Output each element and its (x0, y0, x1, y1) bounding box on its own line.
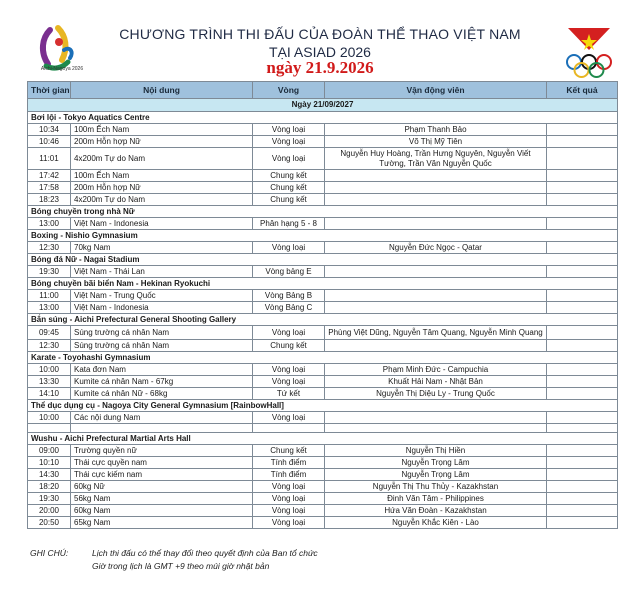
venue-label: Bắn súng - Aichi Prefectural General Shooting Gallery (28, 314, 618, 326)
result-cell (547, 170, 618, 182)
spacer-cell (71, 424, 253, 433)
result-cell (547, 457, 618, 469)
time-cell: 17:42 (28, 170, 71, 182)
time-cell: 13:00 (28, 302, 71, 314)
result-cell (547, 218, 618, 230)
athletes-cell: Khuất Hải Nam - Nhật Bản (325, 376, 547, 388)
round-cell: Chung kết (253, 170, 325, 182)
day-label: Ngày 21/09/2027 (28, 99, 618, 112)
venue-label: Boxing - Nishio Gymnasium (28, 230, 618, 242)
table-header-row (28, 82, 618, 99)
round-cell: Tính điểm (253, 457, 325, 469)
athletes-cell (325, 302, 547, 314)
round-cell: Chung kết (253, 182, 325, 194)
result-cell (547, 242, 618, 254)
table-row (28, 170, 618, 182)
column-header-time: Thời gian (28, 82, 71, 99)
venue-row (28, 112, 618, 124)
page-title: CHƯƠNG TRÌNH THI ĐẤU CỦA ĐOÀN THỂ THAO VIỆT NAM (119, 26, 521, 42)
event-cell: 100m Ếch Nam (71, 170, 253, 182)
event-cell: Việt Nam - Trung Quốc (71, 290, 253, 302)
venue-label: Wushu - Aichi Prefectural Martial Arts Hall (28, 433, 618, 445)
venue-label: Bóng chuyền bãi biển Nam - Hekinan Ryokuchi (28, 278, 618, 290)
notes-line-2: Giờ trong lịch là GMT +9 theo múi giờ nhật bản (92, 561, 270, 571)
venue-row (28, 206, 618, 218)
result-cell (547, 517, 618, 529)
time-cell: 12:30 (28, 340, 71, 352)
time-cell: 10:00 (28, 412, 71, 424)
emblem-caption: Aichi-Nagoya 2026 (40, 66, 84, 72)
result-cell (547, 194, 618, 206)
time-cell: 10:46 (28, 136, 71, 148)
result-cell (547, 412, 618, 424)
result-cell (547, 326, 618, 340)
venue-label: Bóng đá Nữ - Nagai Stadium (28, 254, 618, 266)
athletes-cell: Hứa Văn Đoàn - Kazakhstan (325, 505, 547, 517)
notes-label: GHI CHÚ: (30, 548, 69, 558)
table-row (28, 326, 618, 340)
table-row (28, 218, 618, 230)
round-cell: Chung kết (253, 194, 325, 206)
table-row (28, 493, 618, 505)
athletes-cell (325, 182, 547, 194)
event-cell: 4x200m Tự do Nam (71, 194, 253, 206)
event-cell: 4x200m Tự do Nam (71, 148, 253, 170)
spacer-cell (547, 424, 618, 433)
athletes-cell: Nguyễn Khắc Kiên - Lào (325, 517, 547, 529)
venue-row (28, 230, 618, 242)
round-cell: Vòng loại (253, 148, 325, 170)
athletes-cell: Nguyễn Thị Diệu Ly - Trung Quốc (325, 388, 547, 400)
athletes-cell: Phạm Thanh Bảo (325, 124, 547, 136)
round-cell: Vòng Bảng B (253, 290, 325, 302)
round-cell: Vòng loại (253, 481, 325, 493)
round-cell: Vòng loại (253, 505, 325, 517)
event-cell: 65kg Nam (71, 517, 253, 529)
time-cell: 19:30 (28, 493, 71, 505)
column-header-result: Kết quả (547, 82, 618, 99)
schedule-table (27, 81, 618, 529)
athletes-cell: Nguyễn Trọng Lâm (325, 469, 547, 481)
venue-row (28, 433, 618, 445)
time-cell: 09:00 (28, 445, 71, 457)
spacer-cell (28, 424, 71, 433)
athletes-cell (325, 170, 547, 182)
page-header (0, 0, 640, 82)
day-row (28, 99, 618, 112)
athletes-cell: Nguyễn Đức Ngọc - Qatar (325, 242, 547, 254)
time-cell: 12:30 (28, 242, 71, 254)
result-cell (547, 364, 618, 376)
time-cell: 14:10 (28, 388, 71, 400)
time-cell: 13:30 (28, 376, 71, 388)
column-header-round: Vòng (253, 82, 325, 99)
event-cell: Kumite cá nhân Nữ - 68kg (71, 388, 253, 400)
event-cell: Việt Nam - Indonesia (71, 218, 253, 230)
result-cell (547, 469, 618, 481)
table-row (28, 364, 618, 376)
event-cell: Thái cực kiếm nam (71, 469, 253, 481)
time-cell: 17:58 (28, 182, 71, 194)
round-cell: Phân hạng 5 - 8 (253, 218, 325, 230)
result-cell (547, 388, 618, 400)
table-row (28, 136, 618, 148)
time-cell: 14:30 (28, 469, 71, 481)
table-row (28, 457, 618, 469)
athletes-cell: Nguyễn Huy Hoàng, Trần Hưng Nguyên, Nguyễn Viết Tường, Trần Văn Nguyễn Quốc (325, 148, 547, 170)
result-cell (547, 136, 618, 148)
result-cell (547, 481, 618, 493)
venue-label: Bóng chuyền trong nhà Nữ (28, 206, 618, 218)
event-cell: 100m Ếch Nam (71, 124, 253, 136)
result-cell (547, 266, 618, 278)
table-row (28, 469, 618, 481)
round-cell: Chung kết (253, 340, 325, 352)
result-cell (547, 148, 618, 170)
event-cell: Thái cực quyền nam (71, 457, 253, 469)
table-row (28, 517, 618, 529)
round-cell: Vòng loại (253, 493, 325, 505)
round-cell: Chung kết (253, 445, 325, 457)
event-cell: Việt Nam - Thái Lan (71, 266, 253, 278)
event-cell: 60kg Nữ (71, 481, 253, 493)
athletes-cell (325, 412, 547, 424)
time-cell: 13:00 (28, 218, 71, 230)
table-row (28, 302, 618, 314)
table-row (28, 290, 618, 302)
athletes-cell: Phạm Minh Đức - Campuchia (325, 364, 547, 376)
event-cell: 56kg Nam (71, 493, 253, 505)
table-row (28, 481, 618, 493)
table-row (28, 340, 618, 352)
result-cell (547, 505, 618, 517)
athletes-cell: Đinh Văn Tâm - Philippines (325, 493, 547, 505)
venue-row (28, 352, 618, 364)
time-cell: 20:00 (28, 505, 71, 517)
result-cell (547, 290, 618, 302)
time-cell: 20:50 (28, 517, 71, 529)
time-cell: 18:20 (28, 481, 71, 493)
time-cell: 18:23 (28, 194, 71, 206)
venue-row (28, 314, 618, 326)
result-cell (547, 124, 618, 136)
table-row (28, 182, 618, 194)
athletes-cell (325, 340, 547, 352)
event-cell: Kata đơn Nam (71, 364, 253, 376)
athletes-cell: Nguyễn Thị Thu Thủy - Kazakhstan (325, 481, 547, 493)
round-cell: Vòng loại (253, 124, 325, 136)
column-header-athletes: Vận động viên (325, 82, 547, 99)
venue-row (28, 278, 618, 290)
result-cell (547, 376, 618, 388)
round-cell: Vòng loại (253, 412, 325, 424)
event-cell: Súng trường cá nhân Nam (71, 326, 253, 340)
event-cell: Các nội dung Nam (71, 412, 253, 424)
schedule-body (28, 99, 618, 529)
round-cell: Tứ kết (253, 388, 325, 400)
venue-label: Karate - Toyohashi Gymnasium (28, 352, 618, 364)
time-cell: 19:30 (28, 266, 71, 278)
round-cell: Vòng loại (253, 376, 325, 388)
result-cell (547, 493, 618, 505)
table-row (28, 242, 618, 254)
round-cell: Vòng loại (253, 242, 325, 254)
venue-label: Thể dục dụng cụ - Nagoya City General Gymnasium [RainbowHall] (28, 400, 618, 412)
table-row (28, 124, 618, 136)
athletes-cell: Võ Thị Mỹ Tiên (325, 136, 547, 148)
event-cell: 60kg Nam (71, 505, 253, 517)
schedule-date: ngày 21.9.2026 (266, 58, 374, 77)
spacer-row (28, 424, 618, 433)
table-row (28, 445, 618, 457)
result-cell (547, 340, 618, 352)
event-cell: Súng trường cá nhân Nam (71, 340, 253, 352)
table-row (28, 505, 618, 517)
time-cell: 10:34 (28, 124, 71, 136)
result-cell (547, 445, 618, 457)
column-header-event: Nội dung (71, 82, 253, 99)
table-row (28, 148, 618, 170)
result-cell (547, 302, 618, 314)
round-cell: Vòng loại (253, 364, 325, 376)
spacer-cell (253, 424, 325, 433)
venue-label: Bơi lội - Tokyo Aquatics Centre (28, 112, 618, 124)
table-row (28, 194, 618, 206)
vietnam-olympic-logo-icon (560, 26, 618, 80)
athletes-cell (325, 266, 547, 278)
table-row (28, 388, 618, 400)
result-cell (547, 182, 618, 194)
notes-line-1: Lịch thi đấu có thể thay đổi theo quyết định của Ban tổ chức (92, 548, 318, 558)
venue-row (28, 254, 618, 266)
spacer-cell (325, 424, 547, 433)
event-cell: 70kg Nam (71, 242, 253, 254)
round-cell: Vòng loại (253, 326, 325, 340)
athletes-cell: Phùng Việt Dũng, Nguyễn Tâm Quang, Nguyễn Minh Quang (325, 326, 547, 340)
time-cell: 11:01 (28, 148, 71, 170)
table-row (28, 412, 618, 424)
athletes-cell: Nguyễn Trọng Lâm (325, 457, 547, 469)
athletes-cell (325, 218, 547, 230)
time-cell: 11:00 (28, 290, 71, 302)
round-cell: Tính điểm (253, 469, 325, 481)
page-subtitle: TẠI ASIAD 2026 (269, 44, 371, 60)
event-cell: Kumite cá nhân Nam - 67kg (71, 376, 253, 388)
round-cell: Vòng bảng E (253, 266, 325, 278)
athletes-cell (325, 290, 547, 302)
athletes-cell: Nguyễn Thị Hiền (325, 445, 547, 457)
table-row (28, 376, 618, 388)
event-cell: 200m Hỗn hợp Nữ (71, 182, 253, 194)
round-cell: Vòng loại (253, 136, 325, 148)
venue-row (28, 400, 618, 412)
event-cell: Trường quyền nữ (71, 445, 253, 457)
time-cell: 10:00 (28, 364, 71, 376)
round-cell: Vòng loại (253, 517, 325, 529)
time-cell: 10:10 (28, 457, 71, 469)
event-cell: 200m Hỗn hợp Nữ (71, 136, 253, 148)
round-cell: Vòng Bảng C (253, 302, 325, 314)
table-row (28, 266, 618, 278)
event-cell: Việt Nam - Indonesia (71, 302, 253, 314)
time-cell: 09:45 (28, 326, 71, 340)
athletes-cell (325, 194, 547, 206)
